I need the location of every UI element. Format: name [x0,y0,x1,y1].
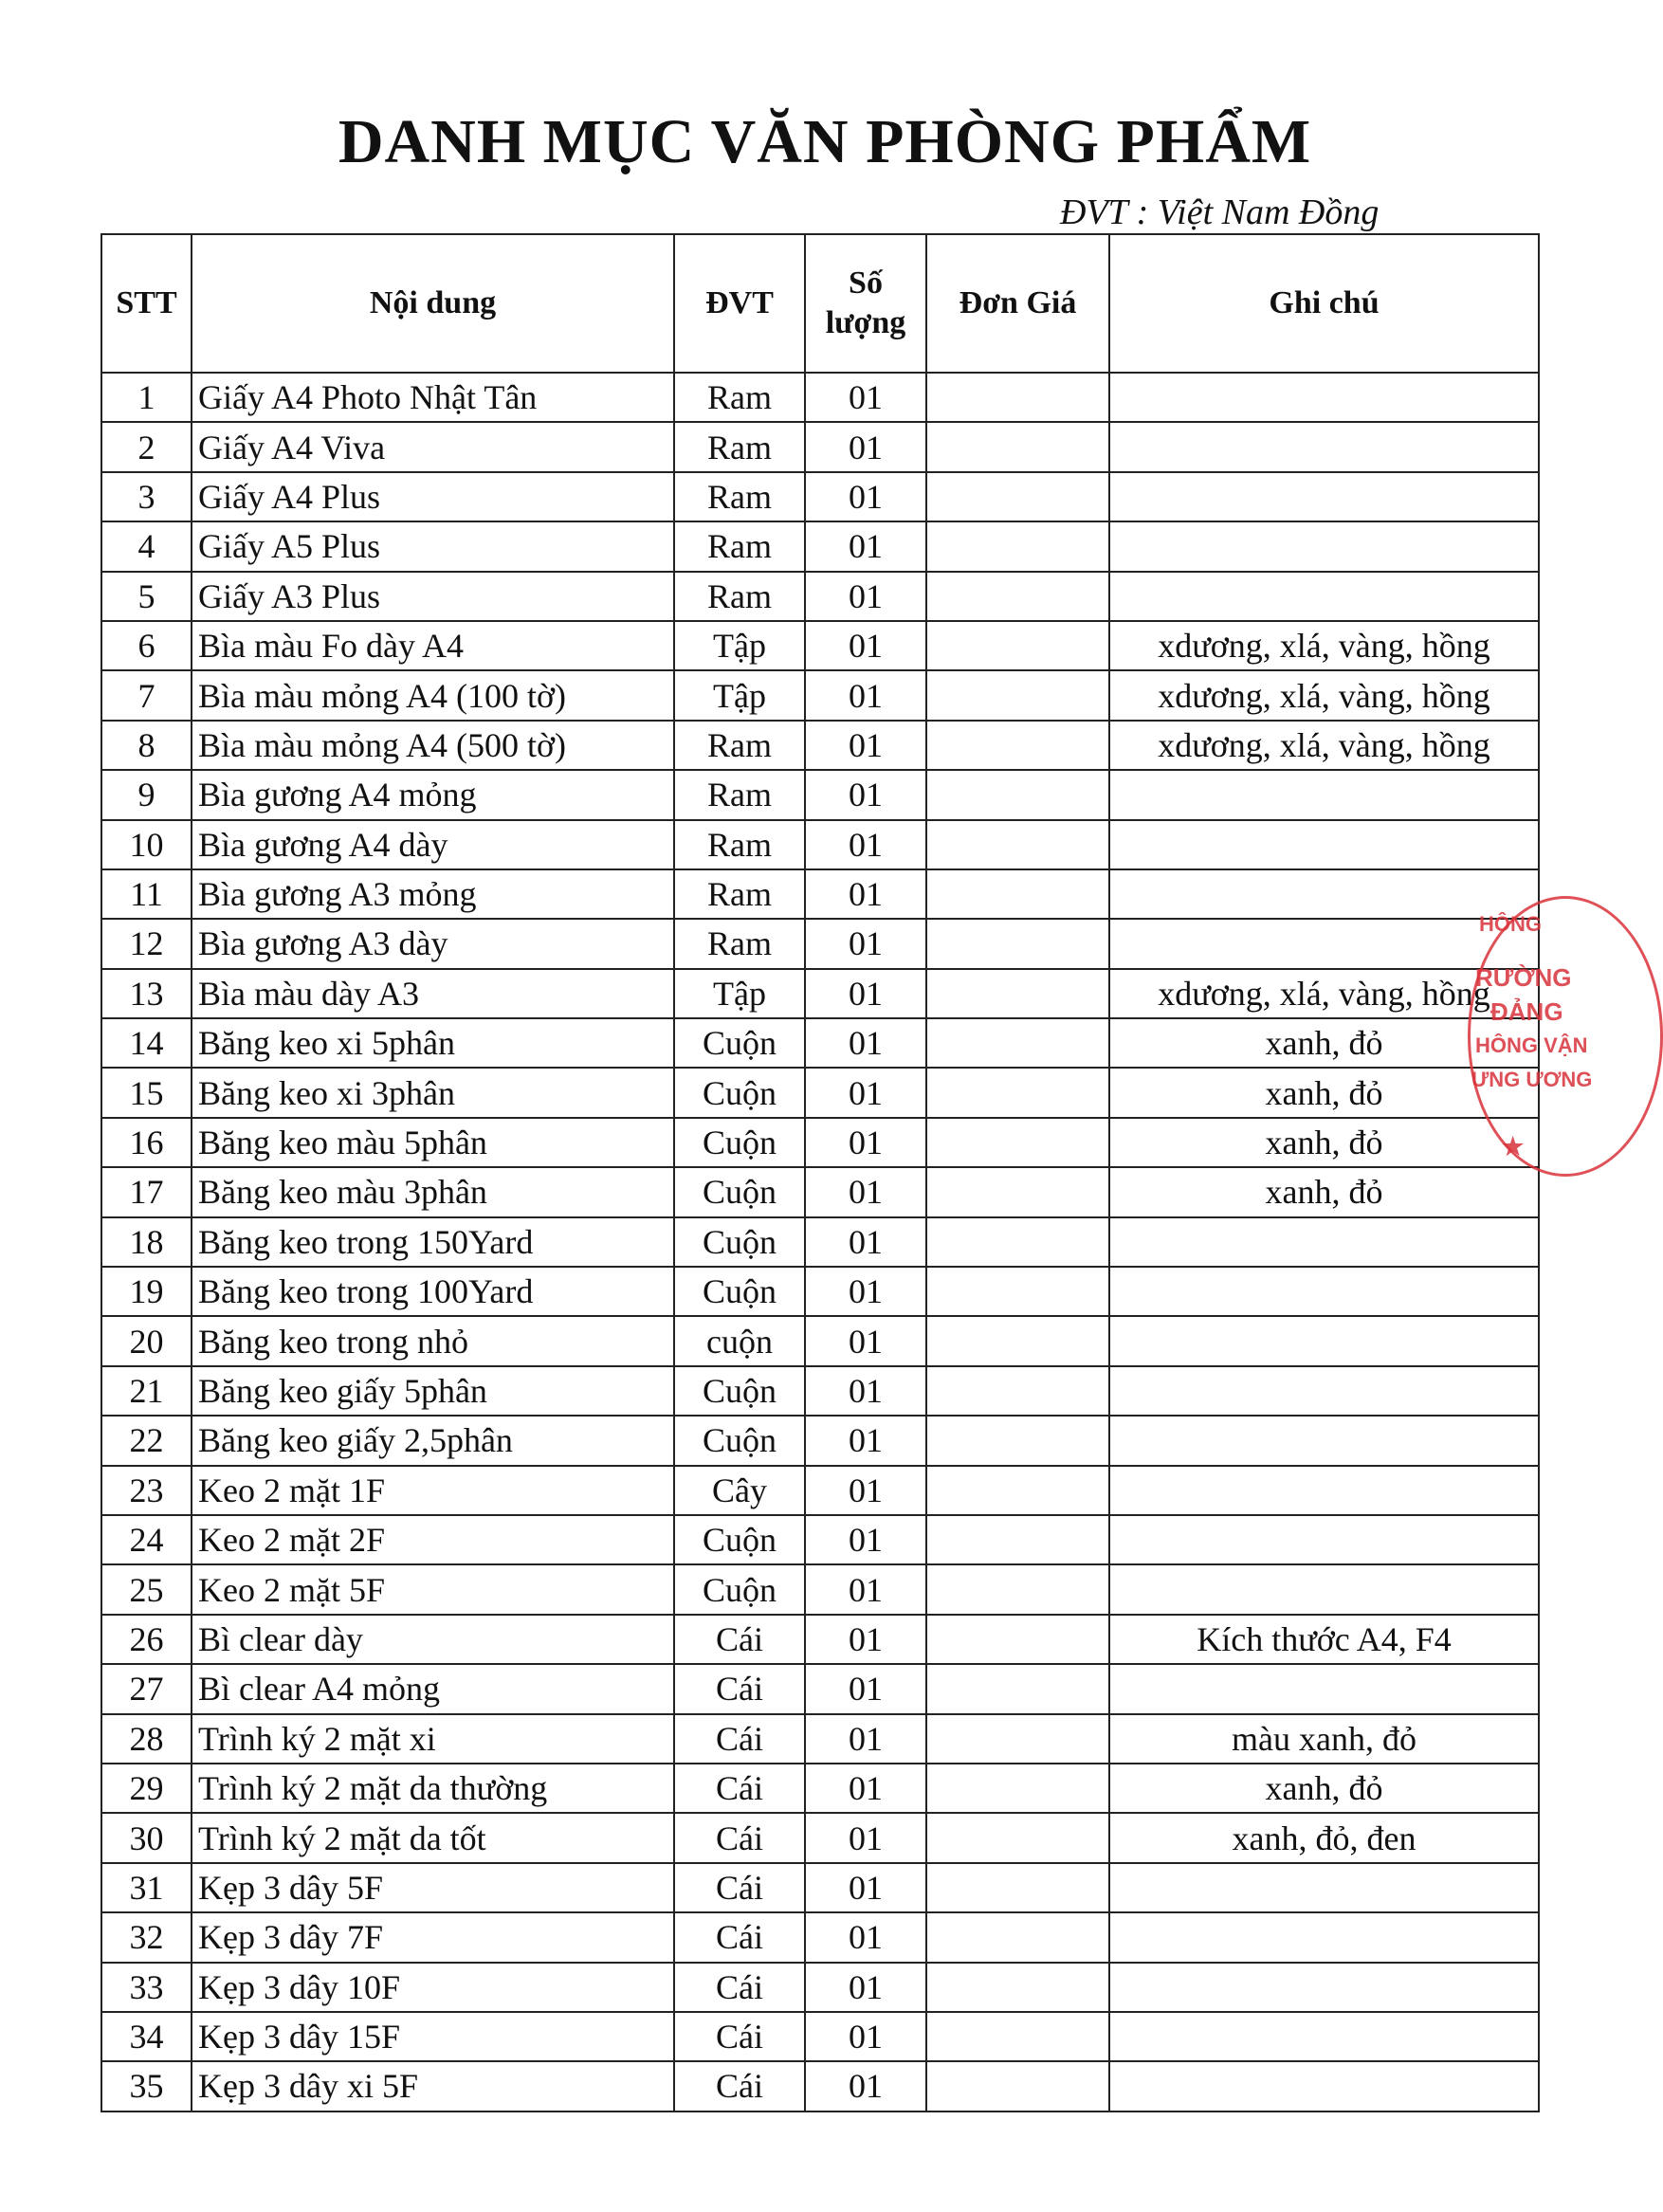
table-row [101,1664,1539,1713]
cell-quantity: 01 [805,869,926,919]
cell-unit: Ram [674,869,805,919]
table-row [101,2061,1539,2111]
cell-quantity: 01 [805,1068,926,1117]
cell-unit: Cuộn [674,1018,805,1068]
cell-stt: 31 [101,1863,192,1912]
cell-unit: Cái [674,2061,805,2111]
cell-note [1109,472,1539,521]
cell-note: màu xanh, đỏ [1109,1714,1539,1764]
cell-stt: 34 [101,2012,192,2061]
cell-content: Bì clear A4 mỏng [192,1664,674,1713]
cell-content: Kẹp 3 dây 7F [192,1912,674,1962]
cell-stt: 29 [101,1764,192,1813]
table-row [101,1217,1539,1267]
cell-price [926,919,1109,968]
cell-price [926,2061,1109,2111]
cell-stt: 13 [101,969,192,1018]
cell-quantity: 01 [805,2061,926,2111]
cell-stt: 11 [101,869,192,919]
cell-quantity: 01 [805,1018,926,1068]
table-row [101,1912,1539,1962]
cell-note [1109,521,1539,571]
table-row [101,1963,1539,2012]
cell-price [926,820,1109,869]
cell-unit: Cuộn [674,1416,805,1465]
cell-content: Bìa gương A3 mỏng [192,869,674,919]
cell-unit: Ram [674,472,805,521]
cell-price [926,1564,1109,1614]
cell-price [926,1416,1109,1465]
cell-price [926,1466,1109,1515]
cell-quantity: 01 [805,1267,926,1316]
cell-price [926,422,1109,471]
cell-price [926,770,1109,819]
cell-note [1109,2061,1539,2111]
cell-content: Giấy A4 Plus [192,472,674,521]
cell-note: xdương, xlá, vàng, hồng [1109,670,1539,720]
cell-unit: Ram [674,820,805,869]
cell-quantity: 01 [805,1664,926,1713]
cell-price [926,1018,1109,1068]
stamp-text-line: HÔNG [1479,912,1542,936]
cell-unit: Ram [674,919,805,968]
cell-unit: Cái [674,1764,805,1813]
cell-content: Bìa màu Fo dày A4 [192,621,674,670]
cell-quantity: 01 [805,919,926,968]
table-row [101,1118,1539,1167]
cell-price [926,1764,1109,1813]
cell-content: Bìa gương A4 dày [192,820,674,869]
cell-quantity: 01 [805,621,926,670]
cell-note: xanh, đỏ [1109,1167,1539,1216]
cell-quantity: 01 [805,1963,926,2012]
cell-content: Băng keo xi 5phân [192,1018,674,1068]
cell-content: Giấy A3 Plus [192,572,674,621]
cell-stt: 20 [101,1316,192,1365]
cell-quantity: 01 [805,1466,926,1515]
cell-content: Kẹp 3 dây 5F [192,1863,674,1912]
table-row [101,1615,1539,1664]
cell-unit: Cây [674,1466,805,1515]
cell-unit: Cái [674,2012,805,2061]
cell-price [926,572,1109,621]
cell-price [926,969,1109,1018]
cell-stt: 28 [101,1714,192,1764]
cell-note [1109,373,1539,422]
cell-note [1109,2012,1539,2061]
cell-price [926,1664,1109,1713]
cell-price [926,1615,1109,1664]
cell-unit: Ram [674,521,805,571]
cell-quantity: 01 [805,521,926,571]
table-row [101,422,1539,471]
cell-note [1109,1863,1539,1912]
table-row [101,1863,1539,1912]
cell-note: Kích thước A4, F4 [1109,1615,1539,1664]
table-row [101,1764,1539,1813]
cell-unit: Cuộn [674,1564,805,1614]
header-note: Ghi chú [1109,234,1539,373]
cell-price [926,1863,1109,1912]
cell-content: Bìa màu mỏng A4 (500 tờ) [192,721,674,770]
cell-content: Giấy A5 Plus [192,521,674,571]
stamp-text-line: ƯNG ƯƠNG [1471,1068,1593,1091]
cell-note [1109,919,1539,968]
cell-price [926,472,1109,521]
cell-unit: Tập [674,621,805,670]
cell-content: Băng keo trong 100Yard [192,1267,674,1316]
table-row [101,472,1539,521]
cell-quantity: 01 [805,373,926,422]
header-quantity-line2: lượng [825,305,906,340]
cell-price [926,1267,1109,1316]
cell-price [926,1366,1109,1416]
cell-stt: 6 [101,621,192,670]
cell-stt: 32 [101,1912,192,1962]
cell-unit: Cuộn [674,1515,805,1564]
table-row [101,2012,1539,2061]
cell-stt: 15 [101,1068,192,1117]
cell-unit: Cái [674,1813,805,1862]
cell-unit: Ram [674,721,805,770]
cell-quantity: 01 [805,969,926,1018]
cell-quantity: 01 [805,1515,926,1564]
header-quantity-line1: Số [849,265,883,301]
cell-stt: 30 [101,1813,192,1862]
cell-content: Trình ký 2 mặt xi [192,1714,674,1764]
cell-quantity: 01 [805,1863,926,1912]
table-row [101,1267,1539,1316]
cell-note [1109,1416,1539,1465]
cell-note: xanh, đỏ [1109,1118,1539,1167]
cell-note: xanh, đỏ [1109,1018,1539,1068]
cell-unit: Ram [674,422,805,471]
cell-quantity: 01 [805,422,926,471]
stamp-text-line: RƯỜNG [1475,963,1572,992]
cell-quantity: 01 [805,1416,926,1465]
cell-content: Kẹp 3 dây 15F [192,2012,674,2061]
table-row [101,770,1539,819]
cell-stt: 14 [101,1018,192,1068]
cell-content: Bìa gương A4 mỏng [192,770,674,819]
table-row [101,919,1539,968]
cell-note [1109,1912,1539,1962]
cell-unit: Cuộn [674,1217,805,1267]
cell-stt: 16 [101,1118,192,1167]
cell-price [926,2012,1109,2061]
header-content: Nội dung [192,234,674,373]
cell-price [926,1714,1109,1764]
cell-note: xdương, xlá, vàng, hồng [1109,721,1539,770]
cell-quantity: 01 [805,1167,926,1216]
cell-price [926,670,1109,720]
cell-content: Keo 2 mặt 1F [192,1466,674,1515]
cell-note: xanh, đỏ, đen [1109,1813,1539,1862]
table-row [101,1018,1539,1068]
cell-stt: 1 [101,373,192,422]
cell-unit: Ram [674,572,805,621]
cell-unit: Ram [674,373,805,422]
cell-price [926,1167,1109,1216]
cell-quantity: 01 [805,1366,926,1416]
cell-note [1109,572,1539,621]
cell-note [1109,1316,1539,1365]
cell-stt: 7 [101,670,192,720]
cell-unit: Cái [674,1912,805,1962]
cell-price [926,869,1109,919]
cell-note [1109,1963,1539,2012]
document-title: DANH MỤC VĂN PHÒNG PHẨM [338,107,1312,176]
cell-note [1109,770,1539,819]
cell-stt: 9 [101,770,192,819]
cell-price [926,373,1109,422]
cell-quantity: 01 [805,1813,926,1862]
table-row [101,521,1539,571]
cell-quantity: 01 [805,1714,926,1764]
cell-stt: 4 [101,521,192,571]
cell-stt: 35 [101,2061,192,2111]
cell-stt: 27 [101,1664,192,1713]
table-row [101,1316,1539,1365]
cell-price [926,521,1109,571]
table-row [101,1167,1539,1216]
cell-stt: 25 [101,1564,192,1614]
cell-quantity: 01 [805,2012,926,2061]
table-body [101,373,1539,2111]
cell-unit: Cuộn [674,1118,805,1167]
cell-content: Kẹp 3 dây xi 5F [192,2061,674,2111]
table-row [101,1466,1539,1515]
cell-quantity: 01 [805,721,926,770]
cell-unit: Cuộn [674,1167,805,1216]
cell-unit: Cuộn [674,1068,805,1117]
table-row [101,820,1539,869]
cell-stt: 3 [101,472,192,521]
cell-stt: 22 [101,1416,192,1465]
cell-content: Băng keo trong nhỏ [192,1316,674,1365]
cell-note [1109,1267,1539,1316]
table-row [101,670,1539,720]
stamp-text-line: ĐẢNG [1490,997,1563,1026]
table-row [101,969,1539,1018]
cell-stt: 19 [101,1267,192,1316]
table-row [101,373,1539,422]
cell-content: Bìa gương A3 dày [192,919,674,968]
cell-unit: Cái [674,1664,805,1713]
cell-content: Trình ký 2 mặt da thường [192,1764,674,1813]
cell-price [926,1963,1109,2012]
cell-content: Băng keo màu 3phân [192,1167,674,1216]
cell-price [926,721,1109,770]
cell-content: Kẹp 3 dây 10F [192,1963,674,2012]
table-row [101,1564,1539,1614]
cell-quantity: 01 [805,670,926,720]
table-row [101,572,1539,621]
cell-note: xanh, đỏ [1109,1068,1539,1117]
cell-quantity: 01 [805,770,926,819]
cell-unit: Tập [674,969,805,1018]
cell-unit: Cái [674,1863,805,1912]
table-row [101,1416,1539,1465]
cell-note [1109,422,1539,471]
cell-content: Băng keo giấy 5phân [192,1366,674,1416]
cell-unit: Cái [674,1714,805,1764]
cell-price [926,1813,1109,1862]
cell-quantity: 01 [805,472,926,521]
cell-quantity: 01 [805,1764,926,1813]
cell-unit: Tập [674,670,805,720]
cell-quantity: 01 [805,1118,926,1167]
cell-content: Trình ký 2 mặt da tốt [192,1813,674,1862]
cell-note [1109,1664,1539,1713]
cell-content: Keo 2 mặt 2F [192,1515,674,1564]
cell-unit: Cuộn [674,1267,805,1316]
cell-note [1109,869,1539,919]
cell-content: Keo 2 mặt 5F [192,1564,674,1614]
table-row [101,869,1539,919]
cell-stt: 33 [101,1963,192,2012]
cell-stt: 18 [101,1217,192,1267]
cell-stt: 10 [101,820,192,869]
cell-price [926,1068,1109,1117]
cell-price [926,1217,1109,1267]
cell-note: xdương, xlá, vàng, hồng [1109,621,1539,670]
header-price: Đơn Giá [926,234,1109,373]
cell-content: Giấy A4 Photo Nhật Tân [192,373,674,422]
cell-unit: Ram [674,770,805,819]
cell-note [1109,820,1539,869]
cell-stt: 5 [101,572,192,621]
cell-stt: 8 [101,721,192,770]
cell-stt: 26 [101,1615,192,1664]
cell-price [926,1515,1109,1564]
cell-stt: 24 [101,1515,192,1564]
cell-quantity: 01 [805,1316,926,1365]
cell-stt: 23 [101,1466,192,1515]
cell-price [926,1316,1109,1365]
table-header-row [101,234,1539,373]
stationery-table [101,233,1540,2112]
table-row [101,1813,1539,1862]
cell-stt: 2 [101,422,192,471]
cell-unit: Cái [674,1963,805,2012]
table-row [101,1515,1539,1564]
cell-unit: Cái [674,1615,805,1664]
cell-content: Băng keo trong 150Yard [192,1217,674,1267]
table-row [101,621,1539,670]
cell-note [1109,1515,1539,1564]
cell-content: Bìa màu dày A3 [192,969,674,1018]
cell-content: Bì clear dày [192,1615,674,1664]
header-stt: STT [101,234,192,373]
cell-stt: 12 [101,919,192,968]
cell-unit: cuộn [674,1316,805,1365]
stamp-star-icon: ★ [1502,1132,1525,1161]
cell-content: Băng keo xi 3phân [192,1068,674,1117]
cell-quantity: 01 [805,820,926,869]
cell-note: xdương, xlá, vàng, hồng [1109,969,1539,1018]
cell-price [926,621,1109,670]
cell-unit: Cuộn [674,1366,805,1416]
cell-stt: 21 [101,1366,192,1416]
currency-unit-note: ĐVT : Việt Nam Đồng [1060,192,1380,232]
header-unit: ĐVT [674,234,805,373]
cell-note [1109,1466,1539,1515]
cell-price [926,1118,1109,1167]
cell-content: Băng keo giấy 2,5phân [192,1416,674,1465]
table-row [101,1366,1539,1416]
cell-note [1109,1366,1539,1416]
cell-content: Bìa màu mỏng A4 (100 tờ) [192,670,674,720]
cell-quantity: 01 [805,1912,926,1962]
cell-quantity: 01 [805,1564,926,1614]
cell-note [1109,1217,1539,1267]
header-quantity [805,234,926,373]
cell-stt: 17 [101,1167,192,1216]
cell-price [926,1912,1109,1962]
cell-note [1109,1564,1539,1614]
cell-quantity: 01 [805,1615,926,1664]
table-row [101,721,1539,770]
table-row [101,1714,1539,1764]
cell-content: Băng keo màu 5phân [192,1118,674,1167]
table-row [101,1068,1539,1117]
cell-quantity: 01 [805,1217,926,1267]
cell-quantity: 01 [805,572,926,621]
cell-note: xanh, đỏ [1109,1764,1539,1813]
stamp-text-line: HÔNG VẬN [1475,1033,1588,1057]
cell-content: Giấy A4 Viva [192,422,674,471]
